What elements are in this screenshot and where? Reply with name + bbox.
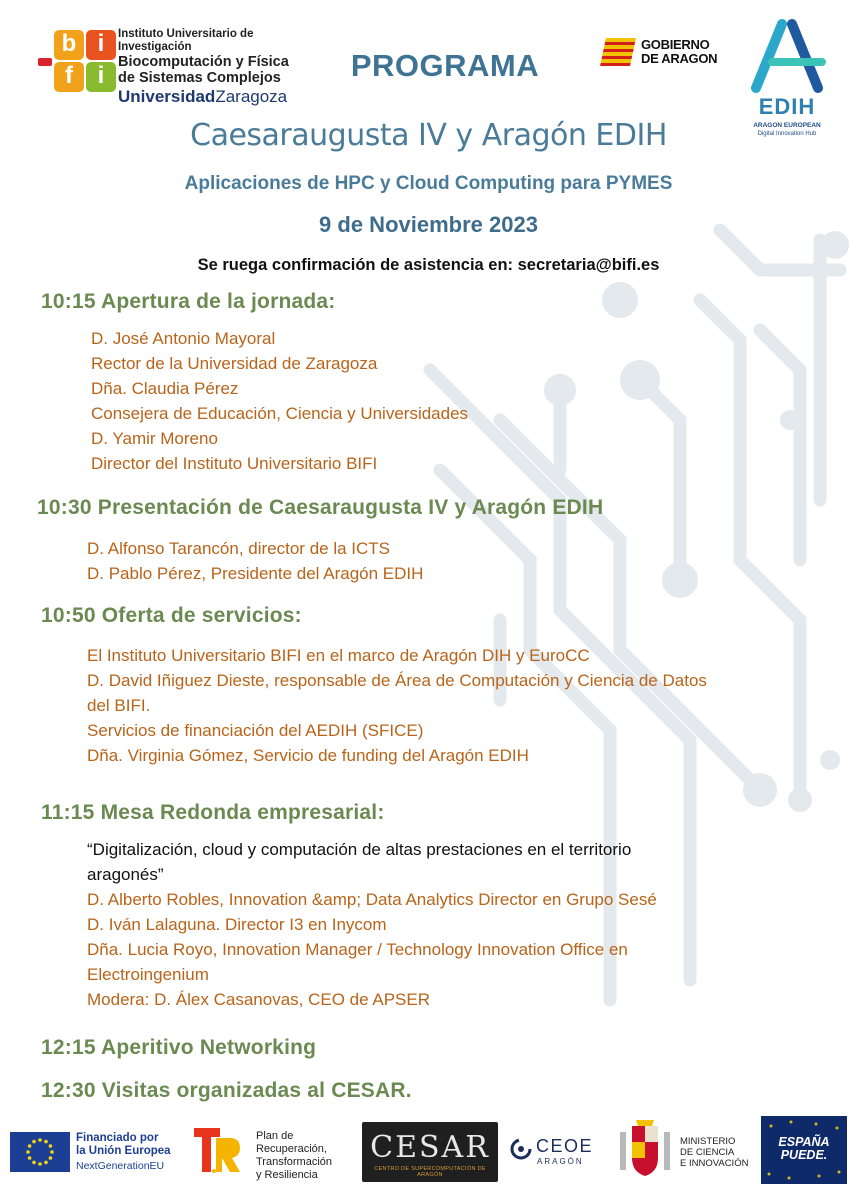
bifi-tiles [36, 28, 112, 92]
ministerio-logo [616, 1116, 756, 1186]
cesar-wordmark: CESAR [370, 1130, 490, 1165]
round-table-topic-line: aragonés” [87, 865, 164, 884]
ministerio-line2: DE CIENCIA [680, 1147, 735, 1158]
section-heading-aperitivo: 12:15 Aperitivo Networking [41, 1036, 317, 1059]
university-name-bold: Universidad [118, 87, 216, 106]
bifi-name-line2: de Sistemas Complejos [118, 70, 281, 86]
list-item: Dña. Lucia Royo, Innovation Manager / Technology Innovation Office en [87, 940, 628, 959]
tr-mark-icon [192, 1124, 242, 1176]
list-item: Modera: D. Álex Casanovas, CEO de APSER [87, 990, 430, 1009]
gobierno-line2: DE ARAGON [641, 51, 718, 66]
list-item: D. Alfonso Tarancón, director de la ICTS [87, 539, 391, 558]
recuperacion-line1: Plan de [256, 1130, 294, 1142]
section-heading-oferta: 10:50 Oferta de servicios: [41, 604, 302, 627]
list-item: D. Alberto Robles, Innovation &amp; Data Analytics Director en Grupo Sesé [87, 890, 657, 909]
eu-flag-icon [10, 1132, 70, 1172]
list-item: Director del Instituto Universitario BIFI [91, 454, 378, 473]
university-name [118, 86, 318, 108]
bifi-tile-f: f [54, 62, 84, 92]
list-item: Dña. Virginia Gómez, Servicio de funding del Aragón EDIH [87, 746, 529, 765]
section-heading-apertura: 10:15 Apertura de la jornada: [41, 290, 336, 313]
eu-text-line1: Financiado por [76, 1132, 159, 1144]
edih-wordmark: EDIH [758, 94, 816, 119]
list-item: D. Yamir Moreno [91, 429, 218, 448]
recuperacion-line2: Recuperación, [256, 1143, 327, 1155]
cesar-subtitle: CENTRO DE SUPERCOMPUTACIÓN DE ARAGÓN [374, 1166, 486, 1178]
list-item: del BIFI. [87, 696, 151, 715]
list-item: D. Iván Lalaguna. Director I3 en Inycom [87, 915, 387, 934]
event-subtitle: Aplicaciones de HPC y Cloud Computing para PYMES [184, 173, 673, 194]
eu-text-line3: NextGenerationEU [76, 1160, 165, 1172]
section-heading-mesa-redonda: 11:15 Mesa Redonda empresarial: [41, 801, 385, 824]
list-item: Dña. Claudia Pérez [91, 379, 239, 398]
recuperacion-line4: y Resiliencia [256, 1169, 318, 1181]
espana-line2: PUEDE. [780, 1148, 828, 1162]
rsvp-note: Se ruega confirmación de asistencia en: secretaria@bifi.es [197, 256, 660, 274]
event-title: Caesaraugusta IV y Aragón EDIH [190, 118, 667, 153]
list-item: Rector de la Universidad de Zaragoza [91, 354, 378, 373]
edih-a-mark-icon [742, 18, 832, 94]
gobierno-line1: GOBIERNO [641, 37, 710, 52]
gobierno-aragon-logo [603, 38, 733, 70]
event-date: 9 de Noviembre 2023 [319, 212, 538, 237]
list-item: D. Pablo Pérez, Presidente del Aragón EDIH [87, 564, 424, 583]
section-mesa-redonda-items [87, 837, 657, 1012]
eu-text-line2: la Unión Europea [76, 1145, 171, 1157]
ceoe-wordmark: CEOE [536, 1136, 594, 1156]
bifi-name-line1: Biocomputación y Física [118, 54, 289, 70]
section-presentacion-items [87, 536, 423, 586]
ministerio-line3: E INNOVACIÓN [680, 1158, 749, 1169]
spain-coat-of-arms-icon [616, 1118, 674, 1182]
bifi-tile-i: i [86, 30, 116, 60]
espana-puede-logo [761, 1116, 847, 1184]
section-oferta-items [87, 643, 707, 768]
bifi-logo [36, 28, 306, 106]
programa-heading: PROGRAMA [350, 48, 540, 83]
list-item: Servicios de financiación del AEDIH (SFICE) [87, 721, 424, 740]
recuperacion-line3: Transformación [256, 1156, 333, 1168]
bifi-tile-b: b [54, 30, 84, 60]
section-heading-presentacion: 10:30 Presentación de Caesaraugusta IV y Aragón EDIH [37, 496, 604, 519]
university-name-rest: Zaragoza [215, 87, 288, 106]
cesar-logo [362, 1122, 498, 1182]
espana-line1: ESPAÑA [778, 1135, 830, 1149]
edih-sub1: ARAGON EUROPEAN [753, 122, 821, 129]
list-item: Consejera de Educación, Ciencia y Universidades [91, 404, 469, 423]
bifi-plus-mark [38, 58, 52, 66]
section-apertura-items [91, 326, 468, 476]
aragon-flag-icon [600, 38, 636, 66]
recuperacion-plan-logo [192, 1124, 352, 1184]
ceoe-logo [510, 1136, 600, 1170]
round-table-topic-line: “Digitalización, cloud y computación de altas prestaciones en el territorio [87, 840, 632, 859]
ceoe-mark-icon [510, 1138, 532, 1160]
list-item: D. David Iñiguez Dieste, responsable de Área de Computación y Ciencia de Datos [87, 671, 707, 690]
edih-sub2: Digital Innovation Hub [757, 131, 817, 137]
bifi-institute-line: Instituto Universitario de Investigación [118, 28, 254, 53]
list-item: El Instituto Universitario BIFI en el marco de Aragón DIH y EuroCC [87, 646, 590, 665]
list-item: D. José Antonio Mayoral [91, 329, 276, 348]
list-item: Electroingenium [87, 965, 209, 984]
footer-logos [0, 1112, 857, 1200]
bifi-tile-i2: i [86, 62, 116, 92]
ministerio-line1: MINISTERIO [680, 1136, 736, 1147]
ceoe-subtitle: ARAGÓN [537, 1157, 584, 1166]
eu-funding-logo [10, 1132, 180, 1176]
section-heading-visitas: 12:30 Visitas organizadas al CESAR. [41, 1079, 412, 1102]
